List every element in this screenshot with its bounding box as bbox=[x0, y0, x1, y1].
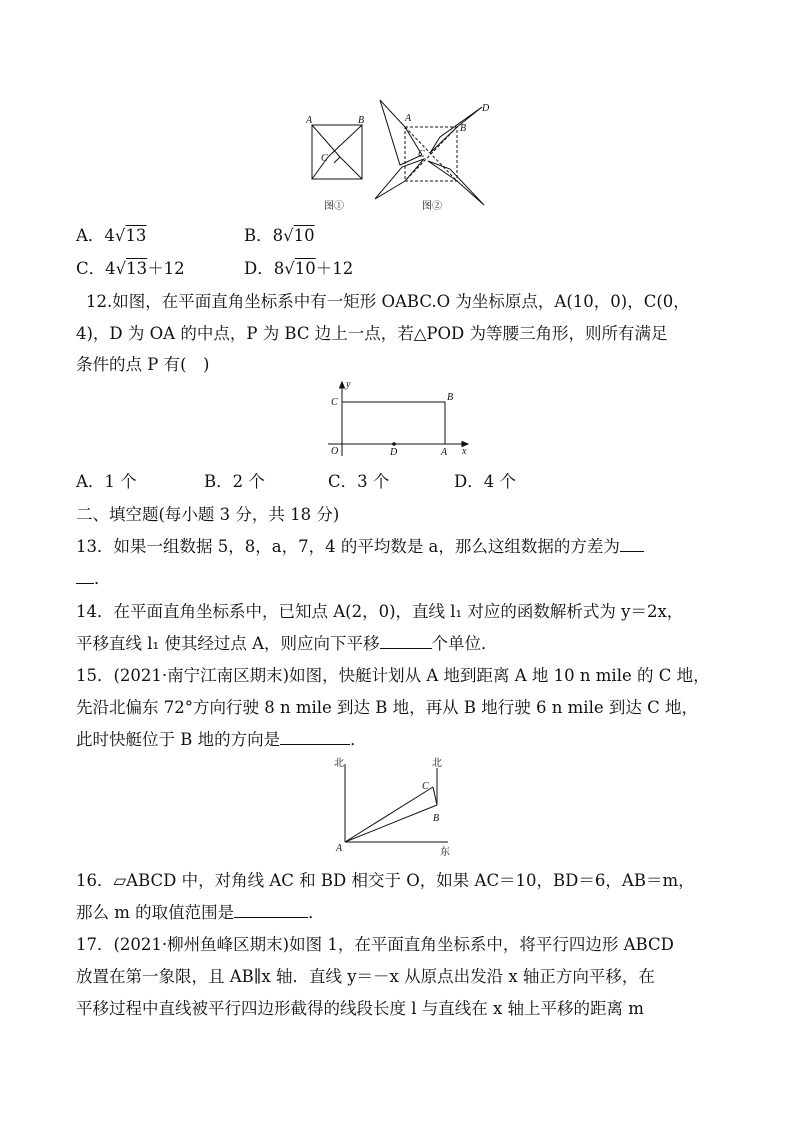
q15-answer-blank[interactable] bbox=[280, 730, 350, 745]
q12-line-1: 12.如图，在平面直角坐标系中有一矩形 OABC.O 为坐标原点，A(10，0)，C(0， bbox=[86, 292, 690, 311]
q11-fig2-label-b: B bbox=[460, 123, 467, 134]
q15-path-bc bbox=[433, 787, 437, 805]
q15-line-3 bbox=[76, 728, 367, 752]
q11-fig2-label-d: D bbox=[482, 103, 490, 114]
q16-end: ． bbox=[308, 903, 325, 922]
q16-line-1: 16．▱ABCD 中，对角线 AC 和 BD 相交于 O，如果 AC＝10，BD＝6，AB＝m， bbox=[76, 871, 695, 890]
q11-fig2-caption: 图② bbox=[422, 201, 442, 212]
q11-option-d-suffix: ＋12 bbox=[315, 259, 354, 278]
q11-fig1-caption: 图① bbox=[324, 201, 344, 212]
q13-answer-blank-cont[interactable] bbox=[76, 569, 94, 584]
q11-option-a-radicand: 13 bbox=[125, 226, 147, 245]
q14-end: 个单位． bbox=[431, 634, 498, 653]
q11-option-d-prefix: D．8 bbox=[244, 259, 285, 278]
q12-label-b: B bbox=[447, 392, 454, 403]
q11-option-d: D．8√10＋12 bbox=[244, 259, 354, 278]
q12-line-2: 4)，D 为 OA 的中点，P 为 BC 边上一点，若△POD 为等腰三角形，则所有满足 bbox=[76, 324, 668, 343]
q15-figure bbox=[330, 754, 460, 858]
q13-line-2 bbox=[76, 567, 111, 591]
q11-option-a-prefix: A．4 bbox=[76, 226, 115, 245]
q15-path-ac bbox=[345, 787, 433, 842]
q14-line-2 bbox=[76, 632, 498, 656]
q11-fig2-label-a: A bbox=[405, 113, 412, 124]
q12-option-b: B．2 个 bbox=[204, 472, 265, 491]
q11-fig1-label-c: C bbox=[321, 153, 328, 164]
q17-line-2: 放置在第一象限，且 AB∥x 轴．直线 y＝－x 从原点出发沿 x 轴正方向平移，在 bbox=[76, 967, 655, 986]
q12-option-d: D．4 个 bbox=[454, 472, 516, 491]
q12-rectangle bbox=[342, 402, 445, 444]
q11-option-c-suffix: ＋12 bbox=[147, 259, 185, 278]
q11-option-d-radicand: 10 bbox=[294, 259, 316, 278]
q14-text: 平移直线 l₁ 使其经过点 A，则应向下平移 bbox=[76, 634, 380, 653]
q15-label-b: B bbox=[433, 813, 440, 824]
q14-answer-blank[interactable] bbox=[380, 634, 432, 649]
q11-figure bbox=[300, 95, 510, 217]
q12-label-a: A bbox=[441, 447, 448, 458]
q11-figure-1 bbox=[312, 125, 362, 179]
q15-end: ． bbox=[350, 730, 367, 749]
q15-text-mid: 方向是 bbox=[230, 730, 281, 749]
q11-option-b: B．8√10 bbox=[244, 226, 315, 245]
q15-east-label: 东 bbox=[440, 847, 450, 858]
q12-option-a: A．1 个 bbox=[76, 472, 137, 491]
section-2-title: 二、填空题(每小题 3 分，共 18 分) bbox=[76, 505, 340, 524]
q16-answer-blank[interactable] bbox=[234, 903, 308, 918]
q15-text: 此时快艇位于 B 地的 bbox=[76, 730, 231, 749]
q13-answer-blank[interactable] bbox=[620, 537, 644, 552]
q11-option-c-prefix: C．4 bbox=[76, 259, 116, 278]
q11-fig1-label-a: A bbox=[306, 115, 313, 126]
q11-option-b-prefix: B．8 bbox=[244, 226, 284, 245]
q12-label-o: O bbox=[331, 446, 339, 457]
q12-label-x: x bbox=[462, 446, 467, 457]
q11-option-b-radicand: 10 bbox=[293, 226, 315, 245]
q11-option-c-radicand: 13 bbox=[126, 259, 148, 278]
q15-line-1: 15．(2021·南宁江南区期末)如图，快艇计划从 A 地到距离 A 地 10 n mile 的 C 地， bbox=[76, 666, 710, 685]
q11-option-c: C．4√13＋12 bbox=[76, 259, 185, 278]
q17-line-1: 17．(2021·柳州鱼峰区期末)如图 1，在平面直角坐标系中，将平行四边形 ABCD bbox=[76, 935, 674, 954]
q12-figure bbox=[322, 378, 474, 460]
q16-line-2 bbox=[76, 901, 325, 925]
q17-line-3: 平移过程中直线被平行四边形截得的线段长度 l 与直线在 x 轴上平移的距离 m bbox=[76, 999, 644, 1018]
q15-label-a: A bbox=[336, 843, 343, 854]
q11-figure-2 bbox=[375, 100, 484, 205]
q15-north-label-b: 北 bbox=[432, 758, 442, 769]
q13-text: 13．如果一组数据 5，8，a，7，4 的平均数是 a，那么这组数据的方差为 bbox=[76, 537, 620, 556]
q12-point-d bbox=[392, 442, 396, 446]
q12-option-c: C．3 个 bbox=[328, 472, 390, 491]
q12-y-axis-arrow bbox=[340, 382, 345, 388]
q12-label-c: C bbox=[331, 397, 338, 408]
q15-label-c: C bbox=[422, 781, 429, 792]
q16-text: 那么 m 的取值范围是 bbox=[76, 903, 235, 922]
q15-path-ab bbox=[345, 805, 440, 842]
q12-line-3: 条件的点 P 有( ) bbox=[76, 355, 210, 374]
q11-fig1-label-b: B bbox=[358, 115, 365, 126]
q13-end: ． bbox=[94, 569, 111, 588]
q12-label-y: y bbox=[346, 379, 351, 390]
q12-label-d: D bbox=[390, 447, 398, 458]
q15-north-label: 北 bbox=[334, 758, 344, 769]
q13-line-1 bbox=[76, 535, 644, 559]
q14-line-1: 14．在平面直角坐标系中，已知点 A(2，0)，直线 l₁ 对应的函数解析式为 y＝2x， bbox=[76, 602, 684, 621]
q11-fig2-label-c: C bbox=[418, 149, 425, 160]
q15-line-2: 先沿北偏东 72°方向行驶 8 n mile 到达 B 地，再从 B 地行驶 6 n mile 到达 C 地， bbox=[76, 698, 698, 717]
q11-option-a: A．4√13 bbox=[76, 226, 147, 245]
